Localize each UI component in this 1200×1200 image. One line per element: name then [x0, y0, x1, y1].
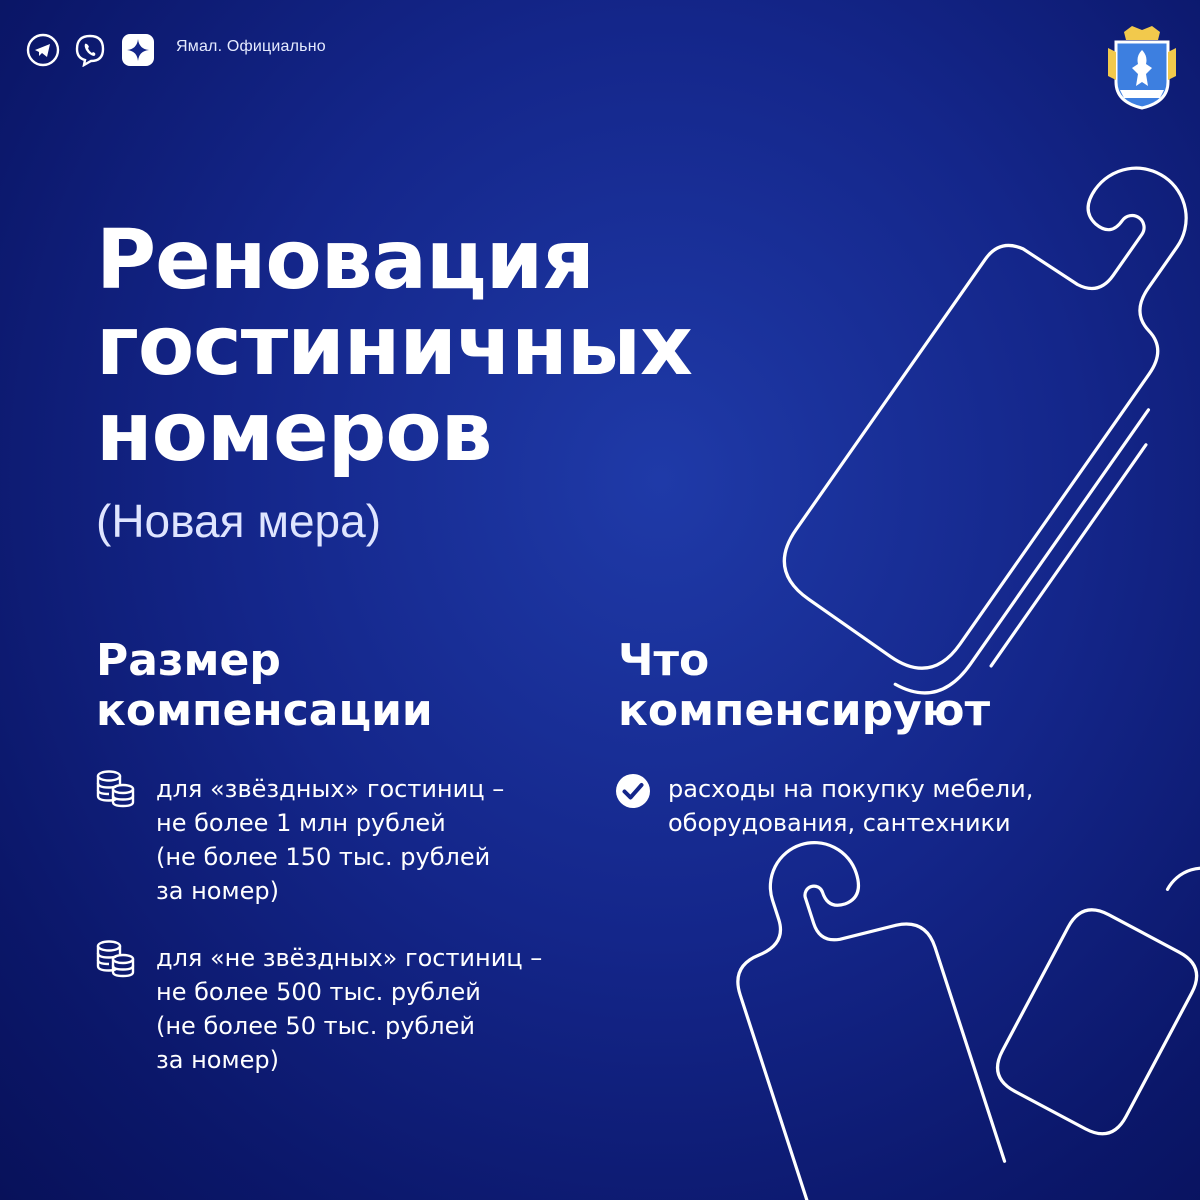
title-line: номеров [96, 385, 492, 480]
item-line: оборудования, сантехники [668, 809, 1011, 837]
item-line: (не более 50 тыс. рублей [156, 1012, 475, 1040]
title-line: Реновация [96, 213, 594, 308]
compensation-heading [96, 636, 433, 736]
max-messenger-icon[interactable] [121, 33, 155, 67]
heading-line: Размер [96, 635, 281, 686]
item-line: (не более 150 тыс. рублей [156, 843, 491, 871]
item-line: не более 500 тыс. рублей [156, 978, 481, 1006]
heading-line: компенсируют [618, 685, 991, 736]
page-title [96, 213, 692, 480]
yamal-coat-of-arms-icon [1102, 24, 1182, 110]
door-hanger-corner-icon [988, 821, 1200, 1147]
page-subtitle: (Новая мера) [96, 495, 382, 547]
covered-heading [618, 636, 990, 736]
compensation-item-starred [156, 772, 504, 908]
compensation-item-non-starred [156, 941, 542, 1077]
viber-icon[interactable] [73, 33, 107, 67]
item-line: для «не звёздных» гостиниц – [156, 944, 543, 972]
item-line: за номер) [156, 1046, 279, 1074]
title-line: гостиничных [96, 299, 692, 394]
coins-icon [94, 938, 136, 980]
door-hanger-bottom-icon [702, 815, 1005, 1200]
check-circle-icon [614, 772, 652, 810]
item-line: для «звёздных» гостиниц – [156, 775, 505, 803]
heading-line: Что [618, 635, 710, 686]
item-line: за номер) [156, 877, 279, 905]
heading-line: компенсации [96, 685, 433, 736]
item-line: не более 1 млн рублей [156, 809, 446, 837]
brand-label: Ямал. Официально [176, 38, 326, 55]
coins-icon [94, 768, 136, 810]
door-hanger-large-icon [756, 120, 1200, 723]
covered-item-expenses [668, 772, 1033, 840]
item-line: расходы на покупку мебели, [668, 775, 1034, 803]
telegram-icon[interactable] [26, 33, 60, 67]
